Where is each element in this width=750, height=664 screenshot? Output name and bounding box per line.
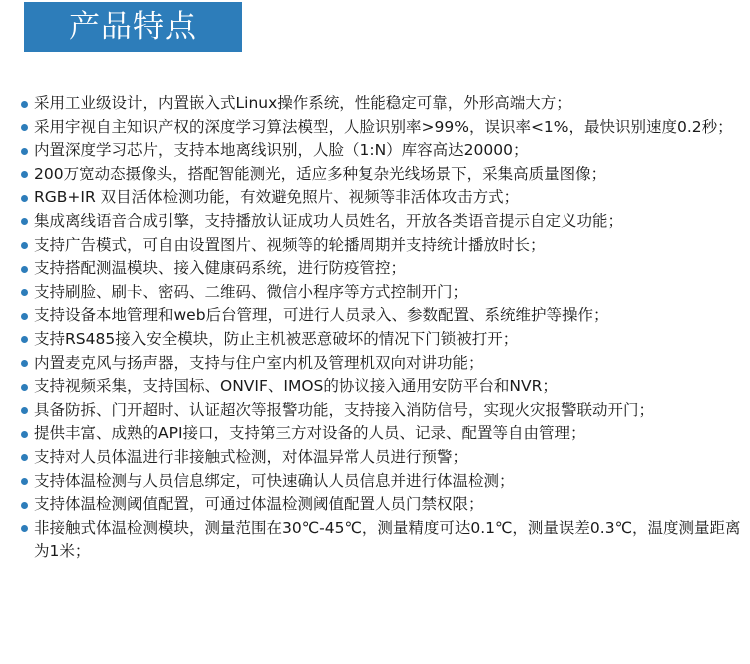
feature-item — [0, 281, 750, 305]
feature-item — [0, 304, 750, 328]
feature-text: 支持对人员体温进行非接触式检测，对体温异常人员进行预警； — [34, 447, 469, 466]
feature-text: 内置麦克风与扬声器，支持与住户室内机及管理机双向对讲功能； — [34, 353, 484, 372]
bullet-icon — [21, 502, 28, 509]
feature-text: RGB+IR 双目活体检测功能，有效避免照片、视频等非活体攻击方式； — [34, 188, 520, 207]
bullet-icon — [21, 313, 28, 320]
feature-text: 支持体温检测与人员信息绑定，可快速确认人员信息并进行体温检测； — [34, 471, 515, 490]
bullet-icon — [21, 478, 28, 485]
feature-text: 提供丰富、成熟的API接口，支持第三方对设备的人员、记录、配置等自由管理； — [34, 424, 586, 443]
feature-text: 200万宽动态摄像头，搭配智能测光，适应多种复杂光线场景下，采集高质量图像； — [34, 164, 607, 183]
feature-item — [0, 92, 750, 116]
feature-list — [0, 92, 750, 564]
feature-text: 具备防拆、门开超时、认证超次等报警功能，支持接入消防信号，实现火灾报警联动开门； — [34, 400, 655, 419]
bullet-icon — [21, 148, 28, 155]
section-header — [24, 2, 242, 52]
feature-item — [0, 116, 750, 140]
section-title: 产品特点 — [69, 9, 197, 45]
bullet-icon — [21, 124, 28, 131]
bullet-icon — [21, 431, 28, 438]
feature-item — [0, 186, 750, 210]
feature-item — [0, 163, 750, 187]
bullet-icon — [21, 407, 28, 414]
feature-item — [0, 517, 750, 564]
feature-text: 采用宇视自主知识产权的深度学习算法模型，人脸识别率>99%，误识率<1%，最快识别速度0.2秒； — [34, 117, 733, 136]
feature-item — [0, 234, 750, 258]
bullet-icon — [21, 242, 28, 249]
feature-item — [0, 257, 750, 281]
feature-text: 内置深度学习芯片，支持本地离线识别，人脸（1:N）库容高达20000； — [34, 141, 529, 160]
feature-item — [0, 470, 750, 494]
bullet-icon — [21, 289, 28, 296]
bullet-icon — [21, 360, 28, 367]
bullet-icon — [21, 266, 28, 273]
feature-text: 支持设备本地管理和web后台管理，可进行人员录入、参数配置、系统维护等操作； — [34, 306, 609, 325]
feature-item — [0, 493, 750, 517]
feature-item — [0, 375, 750, 399]
bullet-icon — [21, 218, 28, 225]
feature-text: 非接触式体温检测模块，测量范围在30℃-45℃，测量精度可达0.1℃，测量误差0.3℃，温度测量距离为1米； — [34, 518, 741, 561]
bullet-icon — [21, 101, 28, 108]
feature-text: 支持广告模式，可自由设置图片、视频等的轮播周期并支持统计播放时长； — [34, 235, 546, 254]
feature-text: 支持刷脸、刷卡、密码、二维码、微信小程序等方式控制开门； — [34, 282, 469, 301]
bullet-icon — [21, 171, 28, 178]
bullet-icon — [21, 384, 28, 391]
feature-item — [0, 328, 750, 352]
feature-text: 支持搭配测温模块、接入健康码系统，进行防疫管控； — [34, 259, 407, 278]
feature-item — [0, 210, 750, 234]
bullet-icon — [21, 336, 28, 343]
bullet-icon — [21, 525, 28, 532]
bullet-icon — [21, 454, 28, 461]
feature-text: 采用工业级设计，内置嵌入式Linux操作系统，性能稳定可靠，外形高端大方； — [34, 94, 572, 112]
feature-text: 支持视频采集，支持国标、ONVIF、IMOS的协议接入通用安防平台和NVR； — [34, 377, 558, 396]
feature-item — [0, 139, 750, 163]
feature-text: 支持体温检测阈值配置，可通过体温检测阈值配置人员门禁权限； — [34, 495, 484, 514]
feature-item — [0, 352, 750, 376]
feature-text: 支持RS485接入安全模块，防止主机被恶意破坏的情况下门锁被打开； — [34, 329, 519, 348]
feature-item — [0, 446, 750, 470]
feature-item — [0, 422, 750, 446]
bullet-icon — [21, 195, 28, 202]
feature-item — [0, 399, 750, 423]
feature-text: 集成离线语音合成引擎，支持播放认证成功人员姓名，开放各类语音提示自定义功能； — [34, 211, 624, 230]
